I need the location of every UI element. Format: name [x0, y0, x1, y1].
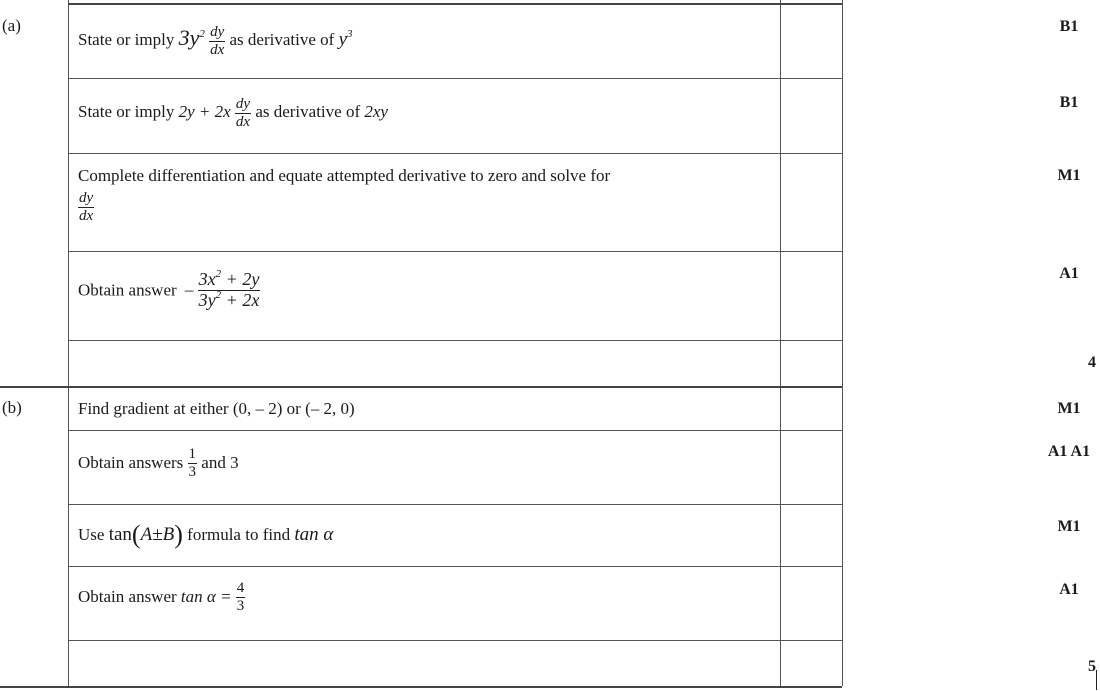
row-divider: [68, 566, 842, 567]
row-divider: [68, 3, 842, 5]
part-label-a: (a): [2, 16, 21, 35]
text-cursor: [1096, 670, 1097, 690]
row-3-dy-dx: $\frac{dy}{dx}$: [79, 190, 94, 224]
row-8-mark: M1: [1057, 518, 1081, 535]
row-divider: [68, 340, 842, 341]
row-8-text: Use tan(A±B) formula to find tan α: [78, 520, 334, 549]
row-1-mark: B1: [1059, 18, 1079, 35]
row-7-text: Obtain answers $\frac{1}{3}$ and 3: [78, 446, 239, 480]
row-6-mark: M1: [1057, 400, 1081, 417]
row-9-text: Obtain answer tan α = $\frac{4}{3}$: [78, 580, 245, 614]
row-divider: [68, 504, 842, 505]
row-6-text: Find gradient at either (0, – 2) or (– 2, 0): [78, 399, 355, 418]
part-b-total-mark: 5: [1088, 658, 1096, 675]
part-label-b: (b): [2, 398, 22, 417]
row-4-text: Obtain answer – $\frac{3x^2 + 2y}{3y^2 + 2x}$: [78, 268, 260, 310]
part-a-total-mark: 4: [1088, 354, 1096, 371]
row-4-mark: A1: [1059, 265, 1079, 282]
table-right-border: [842, 0, 843, 686]
row-3-text: Complete differentiation and equate attempted derivative to zero and solve for: [78, 166, 611, 185]
row-divider: [68, 430, 842, 431]
table-left-border: [68, 0, 69, 686]
row-divider: [68, 251, 842, 252]
row-7-mark: A1 A1: [1047, 443, 1091, 460]
row-9-mark: A1: [1059, 581, 1079, 598]
part-divider: [0, 386, 842, 388]
row-1-text: State or imply $3y^2$ $\frac{dy}{dx}$ as derivative of $y^3$: [78, 24, 353, 58]
row-2-mark: B1: [1059, 94, 1079, 111]
row-3-mark: M1: [1057, 167, 1081, 184]
mark-column-divider: [780, 0, 781, 686]
row-divider: [68, 640, 842, 641]
table-bottom-border: [0, 686, 842, 688]
row-divider: [68, 78, 842, 79]
row-2-text: State or imply 2y + 2x $\frac{dy}{dx}$ as derivative of 2xy: [78, 96, 388, 130]
row-divider: [68, 153, 842, 154]
